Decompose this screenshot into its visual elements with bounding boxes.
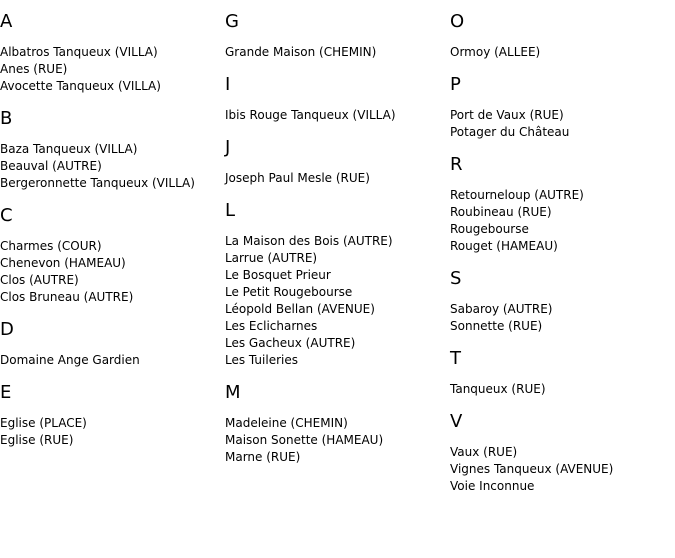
street-link-sonnette-rue[interactable]: Sonnette (RUE) bbox=[450, 319, 543, 333]
street-list bbox=[225, 170, 445, 187]
street-link-leopold-bellan-avenue[interactable]: Léopold Bellan (AVENUE) bbox=[225, 302, 375, 316]
street-list bbox=[0, 141, 220, 192]
street-link-beauval-autre[interactable]: Beauval (AUTRE) bbox=[0, 159, 102, 173]
street-list bbox=[225, 415, 445, 466]
street-link-sabaroy-autre[interactable]: Sabaroy (AUTRE) bbox=[450, 302, 553, 316]
street-item bbox=[450, 124, 670, 141]
street-item bbox=[0, 289, 220, 306]
letter-heading: S bbox=[450, 268, 462, 289]
street-link-la-maison-des-bois-autre[interactable]: La Maison des Bois (AUTRE) bbox=[225, 234, 393, 248]
street-link-retourneloup-autre[interactable]: Retourneloup (AUTRE) bbox=[450, 188, 584, 202]
street-link-le-petit-rougebourse[interactable]: Le Petit Rougebourse bbox=[225, 285, 353, 299]
street-link-clos-autre[interactable]: Clos (AUTRE) bbox=[0, 273, 79, 287]
street-link-grande-maison-chemin[interactable]: Grande Maison (CHEMIN) bbox=[225, 45, 377, 59]
street-list bbox=[450, 444, 670, 495]
street-item bbox=[0, 158, 220, 175]
street-link-rougebourse[interactable]: Rougebourse bbox=[450, 222, 529, 236]
letter-heading: A bbox=[0, 11, 13, 32]
street-link-les-gacheux-autre[interactable]: Les Gacheux (AUTRE) bbox=[225, 336, 356, 350]
letter-heading: O bbox=[450, 11, 465, 32]
street-item bbox=[0, 255, 220, 272]
street-list bbox=[450, 381, 670, 398]
street-item bbox=[225, 107, 445, 124]
street-item bbox=[225, 352, 445, 369]
letter-group-e bbox=[0, 381, 220, 449]
street-list bbox=[0, 352, 220, 369]
street-link-maison-sonette-hameau[interactable]: Maison Sonette (HAMEAU) bbox=[225, 433, 384, 447]
street-item bbox=[225, 267, 445, 284]
street-item bbox=[450, 301, 670, 318]
letter-heading: P bbox=[450, 74, 461, 95]
letter-heading: C bbox=[0, 205, 13, 226]
street-link-ibis-rouge-tanqueux-villa[interactable]: Ibis Rouge Tanqueux (VILLA) bbox=[225, 108, 396, 122]
street-list bbox=[450, 187, 670, 255]
street-link-tanqueux-rue[interactable]: Tanqueux (RUE) bbox=[450, 382, 546, 396]
letter-heading: T bbox=[450, 348, 461, 369]
street-link-clos-bruneau-autre[interactable]: Clos Bruneau (AUTRE) bbox=[0, 290, 134, 304]
street-item bbox=[225, 415, 445, 432]
street-link-joseph-paul-mesle-rue[interactable]: Joseph Paul Mesle (RUE) bbox=[225, 171, 370, 185]
letter-group-i bbox=[225, 73, 445, 124]
street-item bbox=[0, 44, 220, 61]
street-list bbox=[450, 107, 670, 141]
letter-heading: J bbox=[225, 137, 231, 158]
letter-heading: M bbox=[225, 382, 241, 403]
street-item bbox=[450, 107, 670, 124]
street-item bbox=[450, 318, 670, 335]
letter-group-r bbox=[450, 153, 670, 255]
letter-heading: L bbox=[225, 200, 236, 221]
letter-group-a bbox=[0, 10, 220, 95]
street-link-voie-inconnue[interactable]: Voie Inconnue bbox=[450, 479, 535, 493]
letter-heading: D bbox=[0, 319, 14, 340]
street-list bbox=[450, 301, 670, 335]
street-item bbox=[225, 318, 445, 335]
letter-heading: V bbox=[450, 411, 463, 432]
street-item bbox=[0, 415, 220, 432]
letter-group-j bbox=[225, 136, 445, 187]
letter-heading: G bbox=[225, 11, 239, 32]
street-link-baza-tanqueux-villa[interactable]: Baza Tanqueux (VILLA) bbox=[0, 142, 138, 156]
letter-group-t bbox=[450, 347, 670, 398]
street-item bbox=[0, 352, 220, 369]
street-item bbox=[450, 461, 670, 478]
index-column-1 bbox=[0, 10, 220, 461]
street-link-les-tuileries[interactable]: Les Tuileries bbox=[225, 353, 298, 367]
street-item bbox=[0, 61, 220, 78]
street-item bbox=[225, 250, 445, 267]
letter-group-m bbox=[225, 381, 445, 466]
letter-group-o bbox=[450, 10, 670, 61]
street-item bbox=[0, 175, 220, 192]
street-item bbox=[225, 301, 445, 318]
street-item bbox=[450, 238, 670, 255]
street-item bbox=[0, 272, 220, 289]
letter-heading: I bbox=[225, 74, 231, 95]
street-link-vaux-rue[interactable]: Vaux (RUE) bbox=[450, 445, 518, 459]
street-item bbox=[225, 335, 445, 352]
street-link-avocette-tanqueux-villa[interactable]: Avocette Tanqueux (VILLA) bbox=[0, 79, 161, 93]
street-link-domaine-ange-gardien[interactable]: Domaine Ange Gardien bbox=[0, 353, 140, 367]
letter-group-d bbox=[0, 318, 220, 369]
letter-heading: R bbox=[450, 154, 463, 175]
street-link-madeleine-chemin[interactable]: Madeleine (CHEMIN) bbox=[225, 416, 348, 430]
street-item bbox=[450, 444, 670, 461]
street-item bbox=[0, 238, 220, 255]
letter-group-v bbox=[450, 410, 670, 495]
street-item bbox=[225, 432, 445, 449]
street-link-chenevon-hameau[interactable]: Chenevon (HAMEAU) bbox=[0, 256, 126, 270]
street-link-marne-rue[interactable]: Marne (RUE) bbox=[225, 450, 301, 464]
street-item bbox=[0, 78, 220, 95]
street-link-albatros-tanqueux-villa[interactable]: Albatros Tanqueux (VILLA) bbox=[0, 45, 158, 59]
street-link-rouget-hameau[interactable]: Rouget (HAMEAU) bbox=[450, 239, 558, 253]
street-link-bergeronnette-tanqueux-villa[interactable]: Bergeronnette Tanqueux (VILLA) bbox=[0, 176, 195, 190]
street-link-les-eclicharnes[interactable]: Les Eclicharnes bbox=[225, 319, 318, 333]
letter-group-b bbox=[0, 107, 220, 192]
street-item bbox=[225, 449, 445, 466]
letter-group-l bbox=[225, 199, 445, 369]
street-item bbox=[450, 381, 670, 398]
street-link-eglise-place[interactable]: Eglise (PLACE) bbox=[0, 416, 87, 430]
street-item bbox=[225, 170, 445, 187]
street-item bbox=[450, 221, 670, 238]
street-link-roubineau-rue[interactable]: Roubineau (RUE) bbox=[450, 205, 552, 219]
letter-group-g bbox=[225, 10, 445, 61]
street-link-eglise-rue[interactable]: Eglise (RUE) bbox=[0, 433, 74, 447]
street-item bbox=[450, 44, 670, 61]
street-link-le-bosquet-prieur[interactable]: Le Bosquet Prieur bbox=[225, 268, 331, 282]
letter-group-s bbox=[450, 267, 670, 335]
letter-group-p bbox=[450, 73, 670, 141]
street-item bbox=[450, 478, 670, 495]
street-list bbox=[225, 44, 445, 61]
street-list bbox=[0, 415, 220, 449]
letter-group-c bbox=[0, 204, 220, 306]
street-link-larrue-autre[interactable]: Larrue (AUTRE) bbox=[225, 251, 318, 265]
street-item bbox=[225, 44, 445, 61]
street-item bbox=[225, 233, 445, 250]
street-list bbox=[0, 238, 220, 306]
street-link-anes-rue[interactable]: Anes (RUE) bbox=[0, 62, 68, 76]
street-list bbox=[450, 44, 670, 61]
street-link-charmes-cour[interactable]: Charmes (COUR) bbox=[0, 239, 102, 253]
street-list bbox=[225, 107, 445, 124]
street-link-vignes-tanqueux-avenue[interactable]: Vignes Tanqueux (AVENUE) bbox=[450, 462, 614, 476]
street-item bbox=[450, 187, 670, 204]
index-column-3 bbox=[450, 10, 670, 507]
street-link-ormoy-allee[interactable]: Ormoy (ALLEE) bbox=[450, 45, 541, 59]
letter-heading: E bbox=[0, 382, 12, 403]
street-link-port-de-vaux-rue[interactable]: Port de Vaux (RUE) bbox=[450, 108, 564, 122]
street-list bbox=[0, 44, 220, 95]
street-list bbox=[225, 233, 445, 369]
street-item bbox=[225, 284, 445, 301]
street-item bbox=[450, 204, 670, 221]
street-item bbox=[0, 432, 220, 449]
letter-heading: B bbox=[0, 108, 13, 129]
index-column-2 bbox=[225, 10, 445, 478]
street-item bbox=[0, 141, 220, 158]
street-link-potager-du-chateau[interactable]: Potager du Château bbox=[450, 125, 570, 139]
